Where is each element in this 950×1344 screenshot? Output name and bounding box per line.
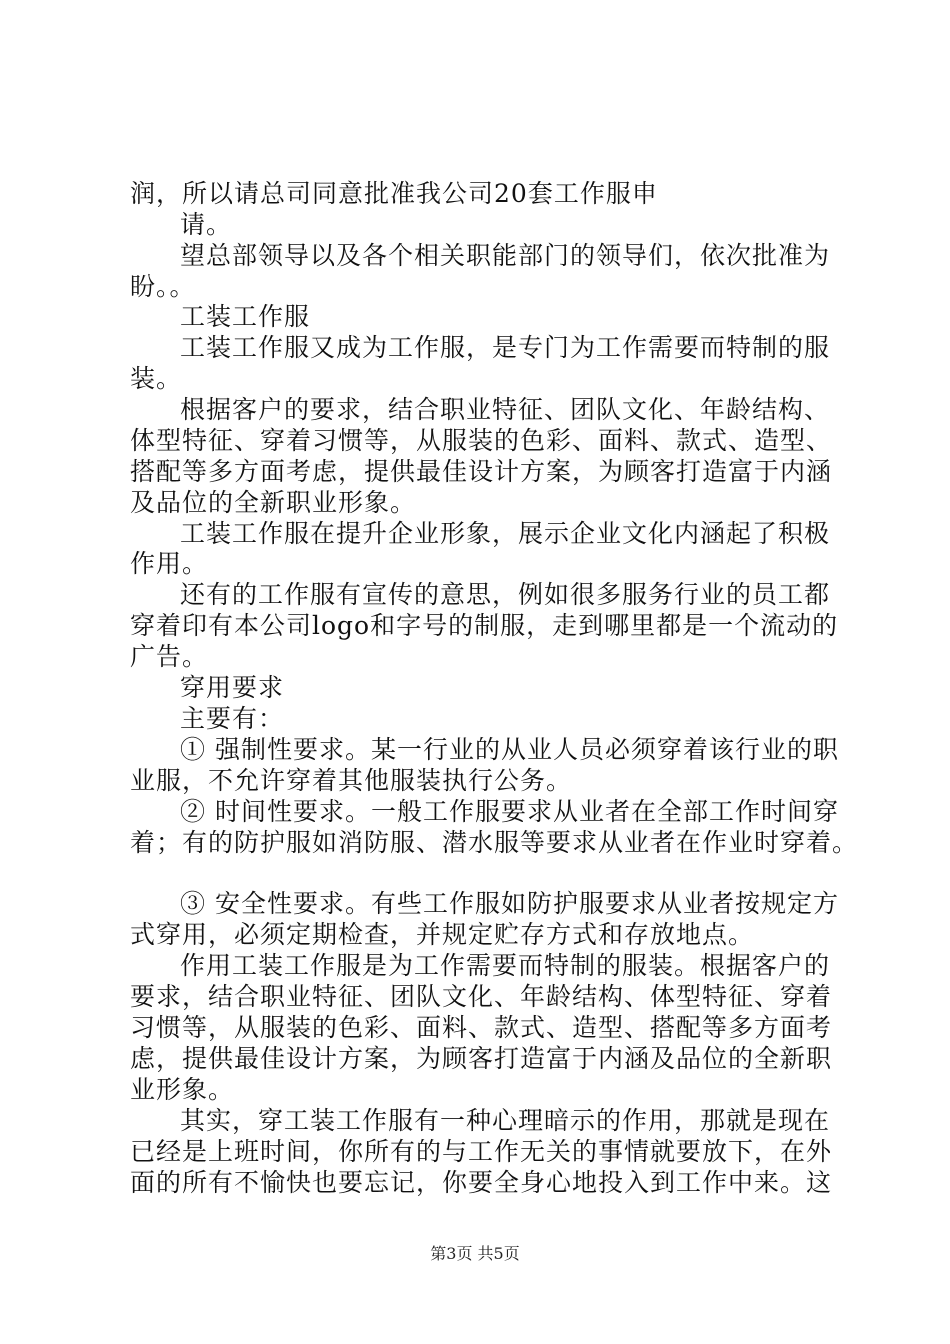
text-line: 装。 xyxy=(130,364,183,393)
text-line: 主要有： xyxy=(180,704,285,733)
text-line: 及品位的全新职业形象。 xyxy=(130,488,417,517)
page-footer: 第3页 共5页 xyxy=(430,1244,520,1263)
text-line: 已经是上班时间，你所有的与工作无关的事情就要放下，在外 xyxy=(130,1137,833,1166)
text-line: 作用。 xyxy=(130,549,209,578)
text-line: 润，所以请总司同意批准我公司20套工作服申 xyxy=(130,179,658,208)
text-line: 业服，不允许穿着其他服装执行公务。 xyxy=(130,766,573,795)
text-line: 工装工作服又成为工作服，是专门为工作需要而特制的服 xyxy=(180,333,831,362)
text-line: 式穿用，必须定期检查，并规定贮存方式和存放地点。 xyxy=(130,920,755,949)
text-line: 体型特征、穿着习惯等，从服装的色彩、面料、款式、造型、 xyxy=(130,426,833,455)
text-line: 面的所有不愉快也要忘记，你要全身心地投入到工作中来。这 xyxy=(130,1168,833,1197)
text-line: ① 强制性要求。某一行业的从业人员必须穿着该行业的职 xyxy=(180,735,839,764)
text-line: 要求，结合职业特征、团队文化、年龄结构、体型特征、穿着 xyxy=(130,982,833,1011)
text-line: 习惯等，从服装的色彩、面料、款式、造型、搭配等多方面考 xyxy=(130,1013,833,1042)
text-line: 望总部领导以及各个相关职能部门的领导们，依次批准为 xyxy=(180,241,831,270)
section-heading: 穿用要求 xyxy=(180,673,285,702)
text-line: 广告。 xyxy=(130,642,209,671)
text-line: 其实，穿工装工作服有一种心理暗示的作用，那就是现在 xyxy=(180,1106,831,1135)
section-heading: 工装工作服 xyxy=(180,302,311,331)
text-line: 请。 xyxy=(180,210,233,239)
text-line: 着；有的防护服如消防服、潜水服等要求从业者在作业时穿着。 xyxy=(130,828,859,857)
text-line: ② 时间性要求。一般工作服要求从业者在全部工作时间穿 xyxy=(180,797,839,826)
text-line: 穿着印有本公司logo和字号的制服，走到哪里都是一个流动的 xyxy=(130,611,839,640)
text-line: 虑，提供最佳设计方案，为顾客打造富于内涵及品位的全新职 xyxy=(130,1044,833,1073)
text-line: ③ 安全性要求。有些工作服如防护服要求从业者按规定方 xyxy=(180,889,839,918)
text-line: 工装工作服在提升企业形象，展示企业文化内涵起了积极 xyxy=(180,519,831,548)
text-line: 根据客户的要求，结合职业特征、团队文化、年龄结构、 xyxy=(180,395,831,424)
text-line: 作用工装工作服是为工作需要而特制的服装。根据客户的 xyxy=(180,951,831,980)
text-line: 盼。。 xyxy=(130,272,196,301)
text-line: 搭配等多方面考虑，提供最佳设计方案，为顾客打造富于内涵 xyxy=(130,457,833,486)
text-line: 业形象。 xyxy=(130,1075,235,1104)
text-line: 还有的工作服有宣传的意思，例如很多服务行业的员工都 xyxy=(180,580,831,609)
